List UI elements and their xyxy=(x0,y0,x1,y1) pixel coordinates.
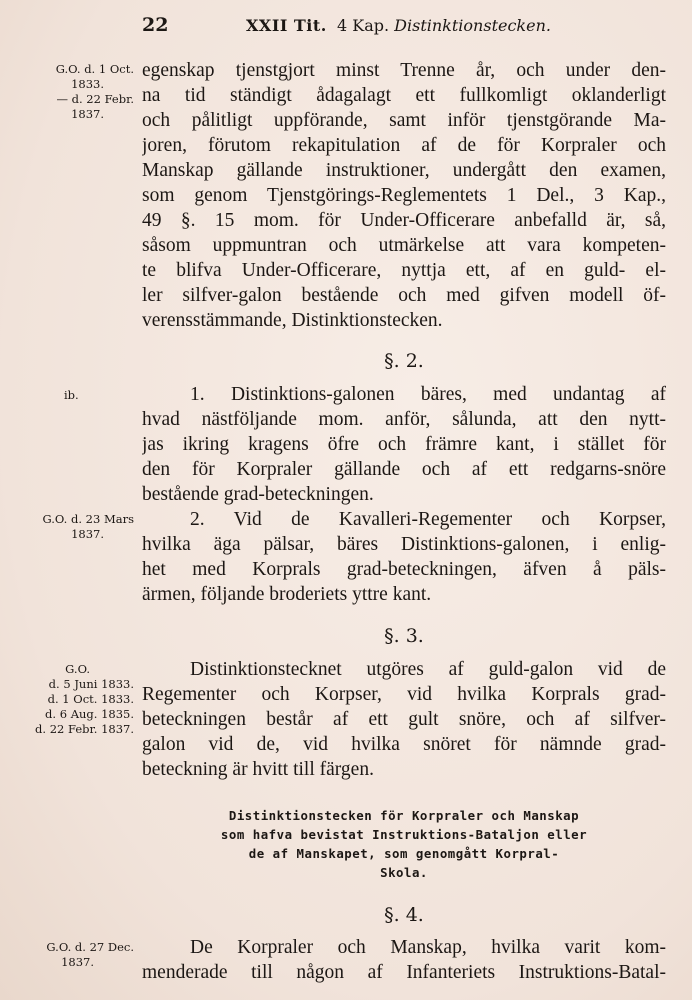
margin-note xyxy=(4,388,134,403)
margin-line: ib. xyxy=(64,388,79,402)
section-heading: §. 3. xyxy=(384,625,424,647)
title-part: XXII Tit. xyxy=(246,16,327,35)
text-line: Manskap gällande instruktioner, undergått den examen, xyxy=(142,160,666,181)
text-line: verensstämmande, Distinktionstecken. xyxy=(142,310,443,331)
paragraph xyxy=(142,382,666,507)
section-heading: §. 4. xyxy=(384,904,424,926)
text-line: beteckningen består af ett gult snöre, och af silfver- xyxy=(142,709,666,730)
subheading-line: Distinktionstecken för Korpraler och Manskap xyxy=(228,808,580,823)
margin-line: — d. 22 Febr. xyxy=(56,92,134,106)
page-header xyxy=(0,14,692,44)
section-heading: §. 2. xyxy=(384,350,424,372)
text-line: galon vid de, vid hvilka snöret för nämnde grad- xyxy=(142,734,666,755)
chapter: 4 Kap. xyxy=(336,16,390,35)
paragraph xyxy=(142,507,666,607)
margin-line: 1837. xyxy=(71,527,104,541)
text-line: 49 §. 15 mom. för Under-Officerare anbefalld är, så, xyxy=(142,210,666,231)
margin-line: G.O. d. 27 Dec. xyxy=(46,940,134,954)
text-line: hvilka äga pälsar, bäres Distinktions-galonen, i enlig- xyxy=(142,534,666,555)
margin-line: d. 22 Febr. 1837. xyxy=(35,722,134,736)
text-line: och pålitligt uppförande, samt inför tjenstgörande Ma- xyxy=(142,110,666,131)
text-line: egenskap tjenstgjort minst Trenne år, och under den- xyxy=(142,60,666,81)
text-line: joren, förutom rekapitulation af de för Korpraler och xyxy=(142,135,666,156)
text-line: såsom uppmuntran och utmärkelse att vara kompeten- xyxy=(142,235,666,256)
text-line: Distinktionstecknet utgöres af guld-galon vid de xyxy=(190,659,666,680)
text-line: menderade till någon af Infanteriets Instruktions-Batal- xyxy=(142,962,666,983)
text-line: ler silfver-galon bestående och med gifven modell öf- xyxy=(142,285,666,306)
margin-line: G.O. xyxy=(65,662,90,676)
text-line: hvad nästföljande mom. anför, sålunda, att den nytt- xyxy=(142,409,666,430)
subheading-line: som hafva bevistat Instruktions-Bataljon eller xyxy=(220,827,588,842)
text-line: bestående grad-beteckningen. xyxy=(142,484,374,505)
running-title xyxy=(246,16,551,35)
text-line: 1. Distinktions-galonen bäres, med undantag af xyxy=(190,384,666,405)
margin-line: 1837. xyxy=(61,955,94,969)
text-line: 2. Vid de Kavalleri-Regementer och Korpser, xyxy=(190,509,666,530)
text-line: jas ikring kragens öfre och främre kant, i stället för xyxy=(142,434,666,455)
margin-line: 1837. xyxy=(71,107,104,121)
margin-line: G.O. d. 23 Mars xyxy=(42,512,134,526)
text-line: Regementer och Korpser, vid hvilka Korprals grad- xyxy=(142,684,666,705)
page-number: 22 xyxy=(142,14,169,36)
text-line: beteckning är hvitt till färgen. xyxy=(142,759,374,780)
paragraph xyxy=(142,935,666,985)
margin-note xyxy=(4,662,134,737)
text-line: ärmen, följande broderiets yttre kant. xyxy=(142,584,432,605)
subheading xyxy=(142,806,666,882)
margin-line: G.O. d. 1 Oct. xyxy=(55,62,134,76)
margin-note xyxy=(4,940,134,970)
text-line: te blifva Under-Officerare, nyttja ett, af en guld- el- xyxy=(142,260,666,281)
text-line: den för Korpraler gällande och af ett redgarns-snöre xyxy=(142,459,666,480)
margin-line: d. 5 Juni 1833. xyxy=(48,677,134,691)
margin-line: d. 1 Oct. 1833. xyxy=(47,692,134,706)
subheading-line: de af Manskapet, som genomgått Korpral- xyxy=(248,846,560,861)
text-line: het med Korprals grad-beteckningen, äfven å päls- xyxy=(142,559,666,580)
margin-note xyxy=(4,512,134,542)
title-subject: Distinktionstecken. xyxy=(394,16,551,35)
subheading-line: Skola. xyxy=(380,865,428,880)
paragraph xyxy=(142,657,666,782)
margin-line: 1833. xyxy=(71,77,104,91)
margin-note xyxy=(4,62,134,122)
text-line: De Korpraler och Manskap, hvilka varit kom- xyxy=(190,937,666,958)
paragraph xyxy=(142,58,666,333)
margin-line: d. 6 Aug. 1835. xyxy=(45,707,134,721)
text-line: som genom Tjenstgörings-Reglementets 1 Del., 3 Kap., xyxy=(142,185,666,206)
text-line: na tid ständigt ådagalagt ett fullkomligt oklanderligt xyxy=(142,85,666,106)
